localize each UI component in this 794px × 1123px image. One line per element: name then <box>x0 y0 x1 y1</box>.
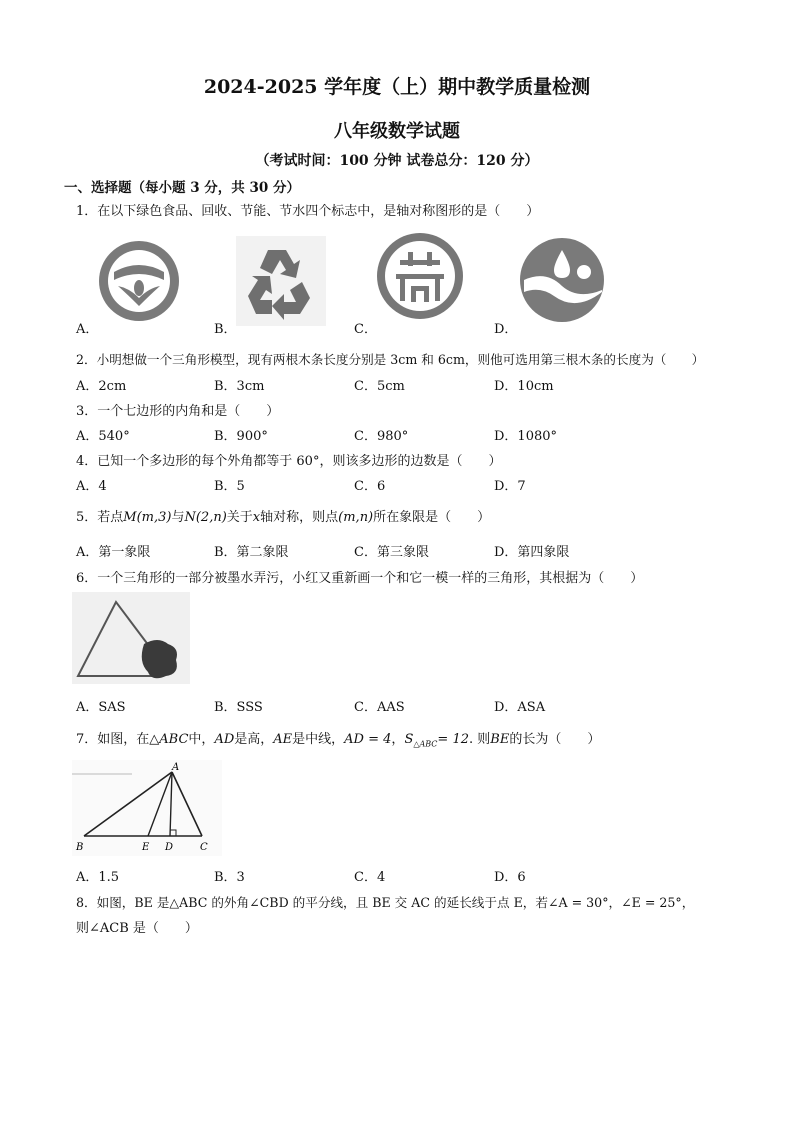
q7-t2: 是高， <box>234 732 274 747</box>
question-7-option-c[interactable]: C．4 <box>354 870 386 885</box>
q5-mid: 与 <box>171 510 185 525</box>
question-7-option-b[interactable]: B．3 <box>214 870 245 885</box>
section-heading: 一、选择题（每小题 3 分，共 30 分） <box>64 180 300 196</box>
q7-prefix: 7．如图，在△ <box>76 732 160 747</box>
fig-label-e: E <box>142 842 150 853</box>
q7-eq1: AD = 4 <box>344 732 392 747</box>
q7-abc: ABC <box>159 732 189 747</box>
question-1-option-a[interactable]: A． <box>76 322 99 337</box>
q7-eq2: = 12 <box>437 732 469 747</box>
question-3-option-c[interactable]: C．980° <box>354 429 409 444</box>
question-2-option-c[interactable]: C．5cm <box>354 379 405 394</box>
q7-area-sub: △ABC <box>413 739 438 749</box>
fig-label-d: D <box>165 842 174 853</box>
question-2-option-d[interactable]: D．10cm <box>494 379 554 394</box>
question-2-text: 2．小明想做一个三角形模型，现有两根木条长度分别是 3cm 和 6cm，则他可选用第三根木条的长度为（ ） <box>76 352 705 367</box>
question-6-option-a[interactable]: A．SAS <box>76 700 126 715</box>
question-7-text <box>76 728 600 749</box>
question-5-option-b[interactable]: B．第二象限 <box>214 545 289 560</box>
q5-point-n: N(2,n) <box>184 510 227 525</box>
question-4-option-b[interactable]: B．5 <box>214 479 245 494</box>
question-5-option-a[interactable]: A．第一象限 <box>76 545 151 560</box>
question-2-option-b[interactable]: B．3cm <box>214 379 265 394</box>
q5-mid3: 轴对称，则点 <box>260 510 339 525</box>
question-4-option-a[interactable]: A．4 <box>76 479 107 494</box>
question-4-option-d[interactable]: D．7 <box>494 479 526 494</box>
fig-label-a: A <box>172 762 180 773</box>
exam-info: （考试时间：100 分钟 试卷总分：120 分） <box>255 153 539 169</box>
q5-point-mn: (m,n) <box>338 510 374 525</box>
q5-suffix: 所在象限是（ ） <box>373 510 491 525</box>
question-7-option-d[interactable]: D．6 <box>494 870 526 885</box>
question-3-text: 3．一个七边形的内角和是（ ） <box>76 404 280 419</box>
question-6-option-d[interactable]: D．ASA <box>494 700 546 715</box>
question-6-option-b[interactable]: B．SSS <box>214 700 263 715</box>
question-8-line-2: 则∠ACB 是（ ） <box>76 921 198 936</box>
q7-t1: 中， <box>188 732 215 747</box>
question-6-option-c[interactable]: C．AAS <box>354 700 405 715</box>
q5-mid2: 关于 <box>226 510 253 525</box>
question-3-option-a[interactable]: A．540° <box>76 429 130 444</box>
green-food-logo-icon <box>94 236 184 326</box>
triangle-abc-figure <box>72 760 222 856</box>
question-1-text: 1．在以下绿色食品、回收、节能、节水四个标志中，是轴对称图形的是（ ） <box>76 204 540 219</box>
q7-ae: AE <box>273 732 293 747</box>
fig-label-b: B <box>76 842 84 853</box>
q5-point-m: M(m,3) <box>123 510 172 525</box>
question-4-text: 4．已知一个多边形的每个外角都等于 60°，则该多边形的边数是（ ） <box>76 454 502 469</box>
question-1-option-c[interactable]: C． <box>354 322 377 337</box>
recycle-logo-icon <box>236 236 326 326</box>
q7-ad: AD <box>214 732 235 747</box>
question-1-option-b[interactable]: B． <box>214 322 237 337</box>
question-4-option-c[interactable]: C．6 <box>354 479 386 494</box>
q7-be: BE <box>490 732 510 747</box>
question-5-option-c[interactable]: C．第三象限 <box>354 545 429 560</box>
question-7-option-a[interactable]: A．1.5 <box>76 870 120 885</box>
question-1-option-d[interactable]: D． <box>494 322 518 337</box>
question-3-option-d[interactable]: D．1080° <box>494 429 558 444</box>
water-saving-logo-icon <box>516 234 608 326</box>
q7-t3: 是中线， <box>292 732 345 747</box>
q5-prefix: 5．若点 <box>76 510 124 525</box>
fig-label-c: C <box>200 842 208 853</box>
q7-t4: ， <box>391 732 405 747</box>
q7-area-s: S <box>404 732 414 747</box>
page-subtitle: 八年级数学试题 <box>334 121 460 142</box>
energy-saving-logo-icon <box>374 230 466 322</box>
q7-t5: . 则 <box>469 732 491 747</box>
question-8-line-1: 8．如图，BE 是△ABC 的外角∠CBD 的平分线，且 BE 交 AC 的延长线于点 E，若∠A = 30°，∠E = 25°， <box>76 895 695 910</box>
question-3-option-b[interactable]: B．900° <box>214 429 268 444</box>
question-2-option-a[interactable]: A．2cm <box>76 379 127 394</box>
ink-stained-triangle-figure <box>72 592 190 684</box>
question-5-option-d[interactable]: D．第四象限 <box>494 545 570 560</box>
question-5-text <box>76 506 490 525</box>
q5-axis: x <box>252 510 261 525</box>
question-6-text: 6．一个三角形的一部分被墨水弄污，小红又重新画一个和它一模一样的三角形，其根据为（ ） <box>76 571 644 586</box>
page-title: 2024-2025 学年度（上）期中教学质量检测 <box>203 76 591 98</box>
q7-t6: 的长为（ ） <box>509 732 601 747</box>
